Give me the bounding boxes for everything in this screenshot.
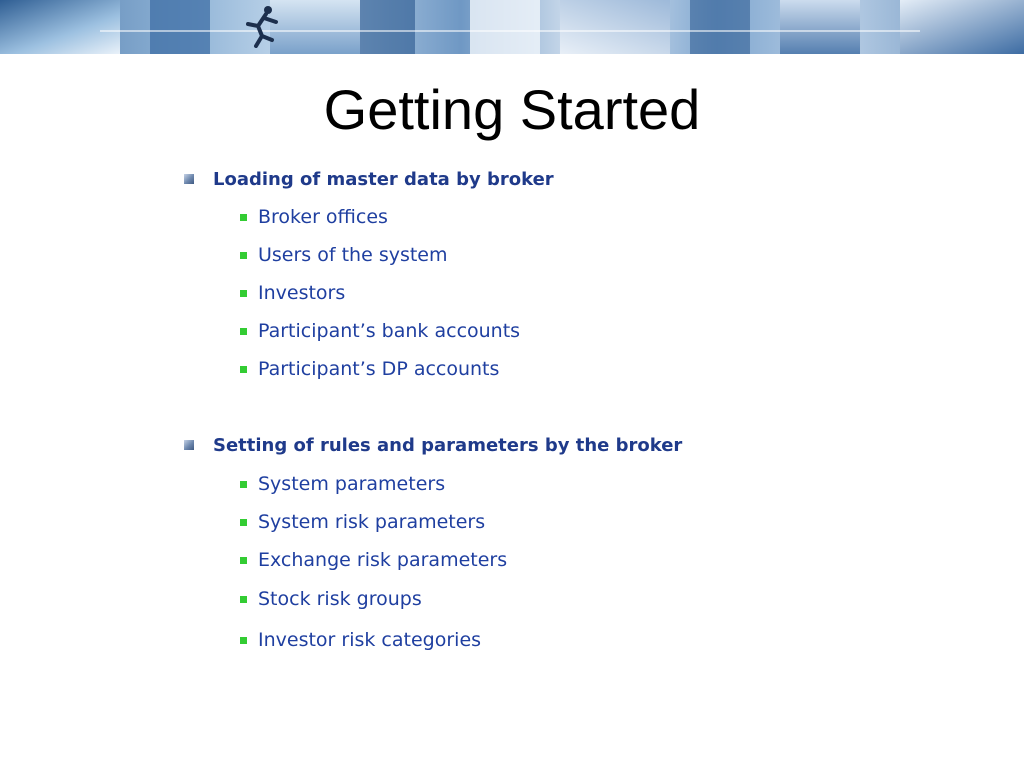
green-square-bullet-icon <box>240 290 247 297</box>
banner-tile <box>900 0 1024 54</box>
list-item-text: Participant’s bank accounts <box>258 320 521 342</box>
banner-tile <box>150 0 210 54</box>
banner-tile <box>690 0 750 54</box>
slide-title: Getting Started <box>323 78 701 141</box>
banner-tile <box>360 0 415 54</box>
banner-tile <box>0 0 120 54</box>
list-item-text: System parameters <box>258 473 446 495</box>
banner-tile <box>470 0 540 54</box>
green-square-bullet-icon <box>240 328 247 335</box>
section-heading-text: Setting of rules and parameters by the broker <box>213 435 683 456</box>
square-bullet-icon <box>184 440 194 450</box>
green-square-bullet-icon <box>240 637 247 644</box>
list-item-text: Users of the system <box>258 244 448 266</box>
square-bullet-icon <box>184 174 194 184</box>
list-item-text: Investors <box>258 282 346 304</box>
green-square-bullet-icon <box>240 481 247 488</box>
green-square-bullet-icon <box>240 519 247 526</box>
list-item-text: Exchange risk parameters <box>258 549 508 571</box>
list-item-text: Broker offices <box>258 206 388 228</box>
green-square-bullet-icon <box>240 214 247 221</box>
section-heading-text: Loading of master data by broker <box>213 169 554 190</box>
list-item-text: Investor risk categories <box>258 629 482 651</box>
runner-figure-icon <box>238 4 284 48</box>
list-item-text: Stock risk groups <box>258 588 422 610</box>
green-square-bullet-icon <box>240 252 247 259</box>
banner-line <box>100 30 920 32</box>
header-banner-image <box>0 0 1024 54</box>
banner-tile <box>780 0 860 54</box>
green-square-bullet-icon <box>240 596 247 603</box>
banner-tile <box>560 0 670 54</box>
green-square-bullet-icon <box>240 366 247 373</box>
list-item-text: Participant’s DP accounts <box>258 358 500 380</box>
list-item-text: System risk parameters <box>258 511 486 533</box>
green-square-bullet-icon <box>240 557 247 564</box>
